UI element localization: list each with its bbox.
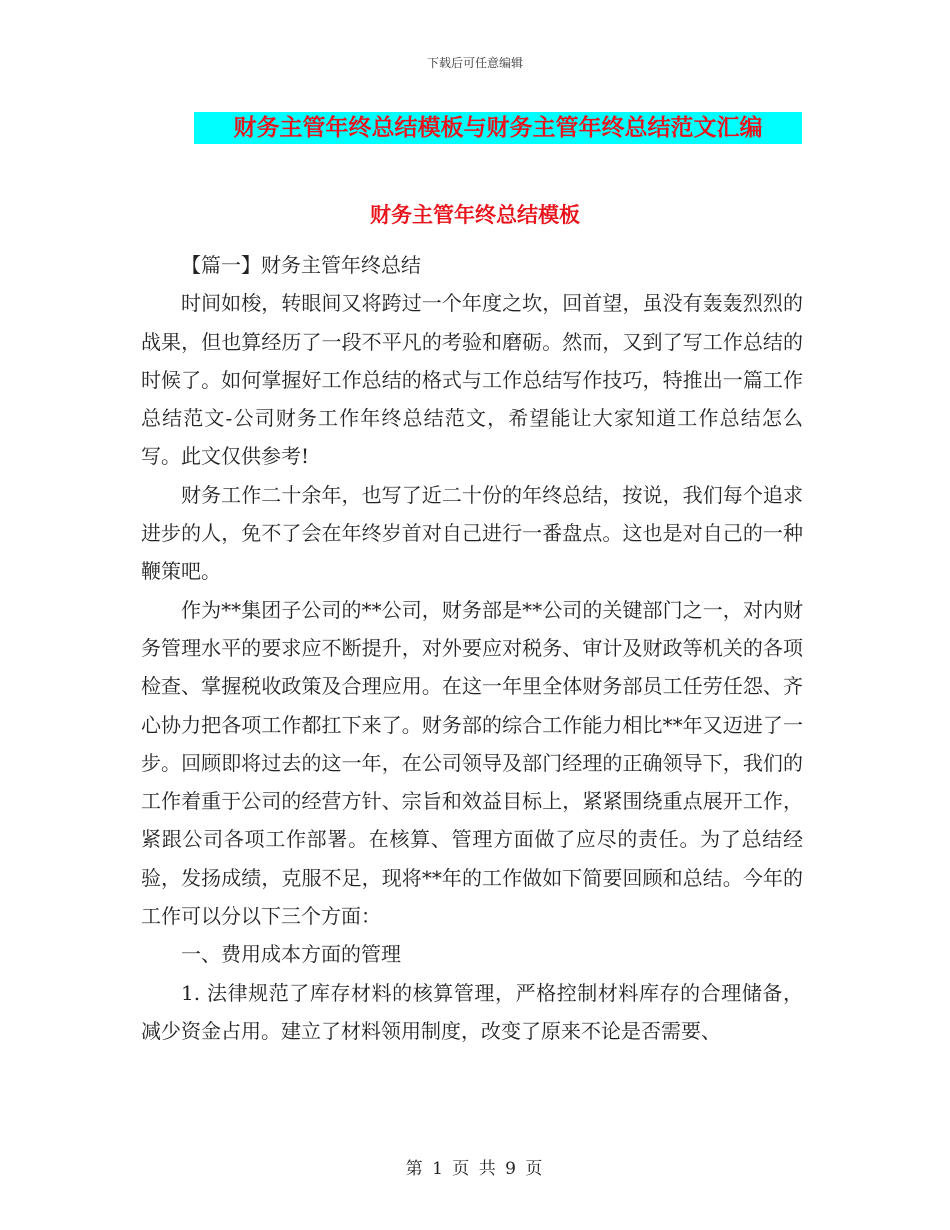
main-title: 财务主管年终总结模板与财务主管年终总结范文汇编	[233, 115, 763, 141]
paragraph-heading: 一、费用成本方面的管理	[181, 942, 401, 967]
paragraph: 财务工作二十余年，也写了近二十份的年终总结，按说，我们每个追求进步的人，免不了会在年终岁首对自己进行一番盘点。这也是对自己的一种鞭策吧。	[141, 482, 803, 584]
paragraph: 时间如梭，转眼间又将跨过一个年度之坎，回首望，虽没有轰轰烈烈的战果，但也算经历了一段不平凡的考验和磨砺。然而，又到了写工作总结的时候了。如何掌握好工作总结的格式与工作总结写作技巧，特推出一篇工作总结范文-公司财务工作年终总结范文，希望能让大家知道工作总结怎么写。此文仅供参考!	[141, 291, 803, 469]
page-number: 第 1 页 共 9 页	[405, 1159, 545, 1179]
paragraph-heading: 【篇一】财务主管年终总结	[181, 253, 421, 277]
body-text	[141, 246, 803, 1050]
main-title-highlight	[194, 112, 802, 144]
section-title: 财务主管年终总结模板	[370, 203, 580, 227]
paragraph: 作为**集团子公司的**公司，财务部是**公司的关键部门之一，对内财务管理水平的要求应不断提升，对外要应对税务、审计及财政等机关的各项检查、掌握税收政策及合理应用。在这一年里全体财务部员工任劳任怨、齐心协力把各项工作都扛下来了。财务部的综合工作能力相比**年又迈进了一步。回顾即将过去的这一年，在公司领导及部门经理的正确领导下，我们的工作着重于公司的经营方针、宗旨和效益目标上，紧紧围绕重点展开工作，紧跟公司各项工作部署。在核算、管理方面做了应尽的责任。为了总结经验，发扬成绩，克服不足，现将**年的工作做如下简要回顾和总结。今年的工作可以分以下三个方面：	[141, 597, 803, 929]
header-note: 下载后可任意编辑	[426, 56, 523, 70]
paragraph: 1. 法律规范了库存材料的核算管理，严格控制材料库存的合理储备，减少资金占用。建立了材料领用制度，改变了原来不论是否需要、	[141, 980, 803, 1043]
